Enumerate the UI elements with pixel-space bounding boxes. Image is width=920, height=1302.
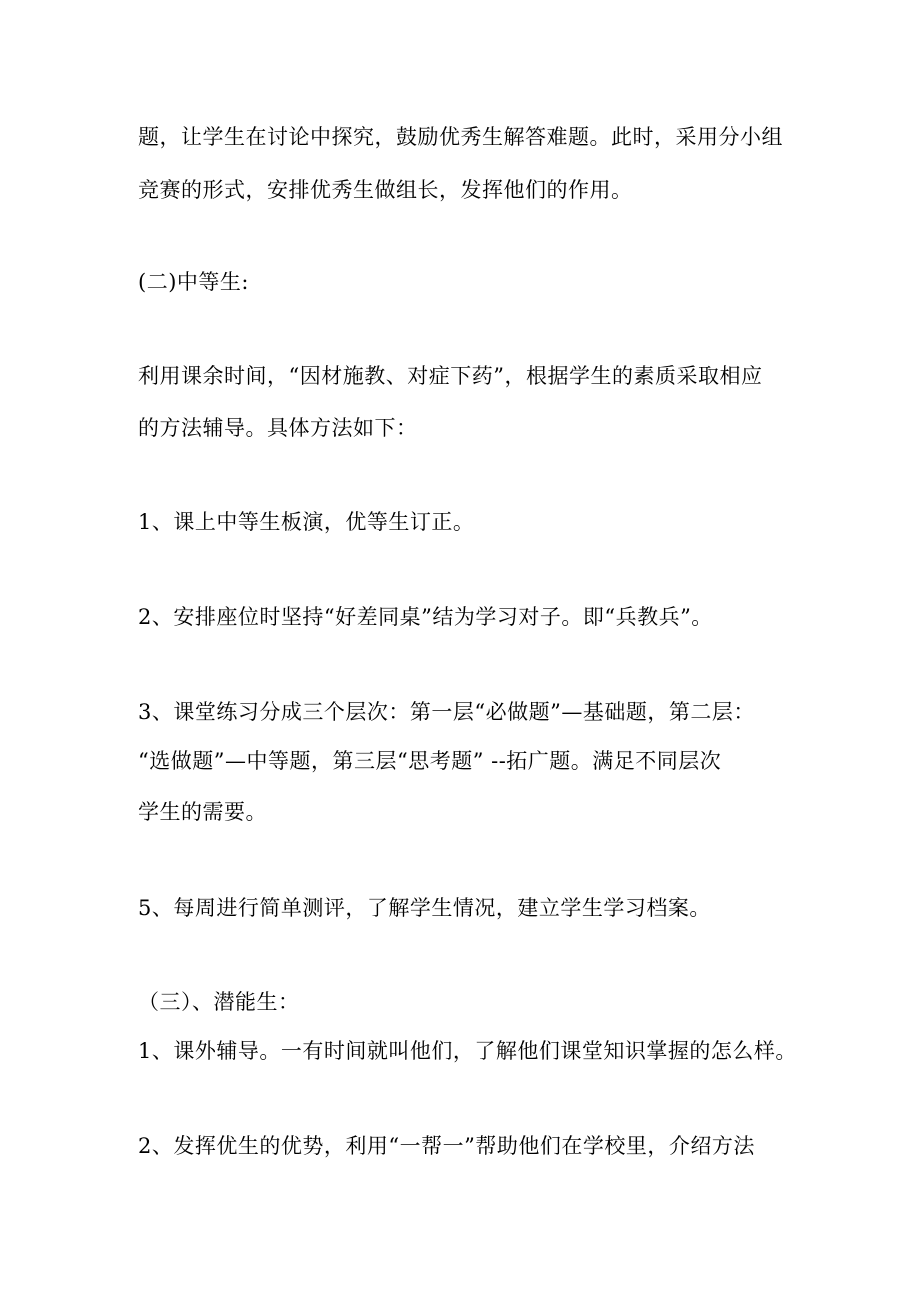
list-item: 2、安排座位时坚持“好差同桌”结为学习对子。即“兵教兵”。 [138, 605, 713, 629]
list-item: 3、课堂练习分成三个层次：第一层“必做题”—基础题，第二层： [138, 700, 755, 724]
paragraph-line: 的方法辅导。具体方法如下： [138, 416, 418, 440]
list-item-continued: “选做题”—中等题，第三层“思考题” --拓广题。满足不同层次 [138, 749, 722, 773]
list-item: 1、课外辅导。一有时间就叫他们，了解他们课堂知识掌握的怎么样。 [138, 1039, 797, 1063]
list-item: 5、每周进行简单测评，了解学生情况，建立学生学习档案。 [138, 896, 711, 920]
paragraph-line: 利用课余时间，“因材施教、对症下药”，根据学生的素质采取相应 [138, 364, 763, 388]
list-item: 1、课上中等生板演，优等生订正。 [138, 510, 475, 534]
list-item: 2、发挥优生的优势，利用“一帮一”帮助他们在学校里，介绍方法 [138, 1134, 755, 1158]
section-heading-potential-students: （三）、潜能生： [138, 990, 300, 1014]
paragraph-line: 竞赛的形式，安排优秀生做组长，发挥他们的作用。 [138, 178, 633, 202]
paragraph-line: 题，让学生在讨论中探究，鼓励优秀生解答难题。此时，采用分小组 [138, 125, 783, 149]
section-heading-middle-students: (二)中等生: [138, 270, 249, 294]
list-item-continued: 学生的需要。 [138, 800, 267, 824]
